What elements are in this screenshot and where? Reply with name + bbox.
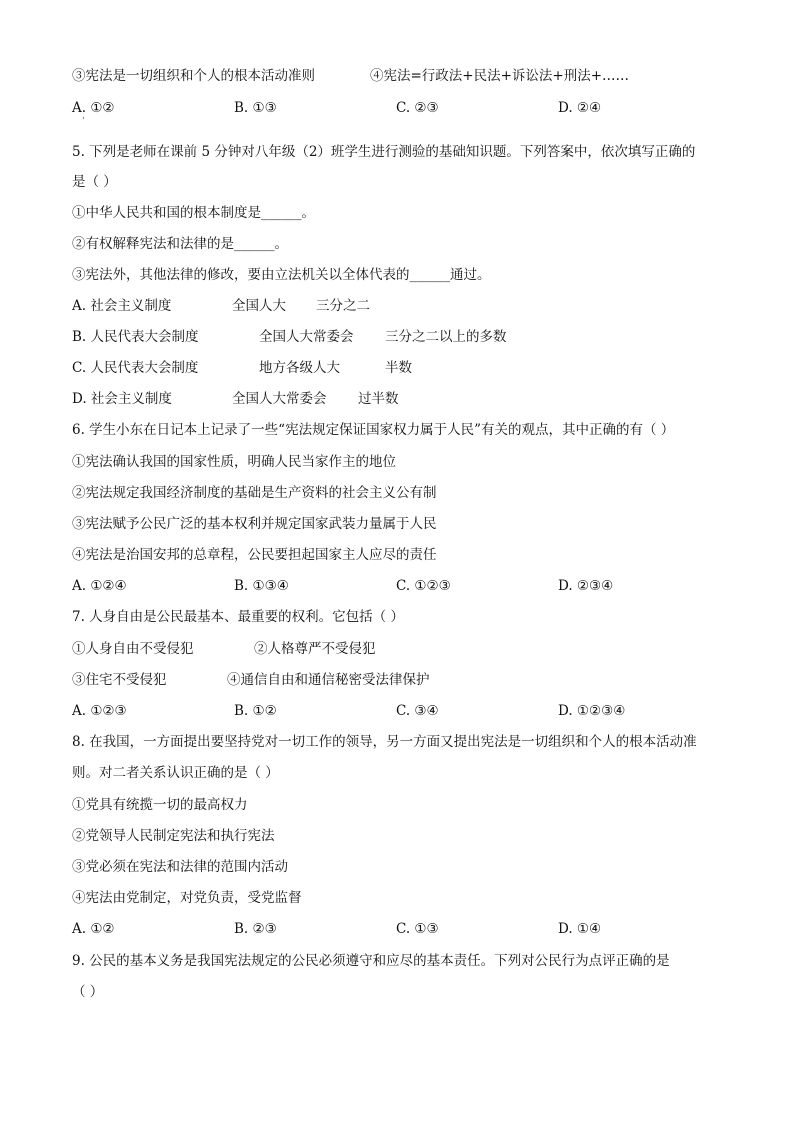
q5-option-b-part2: 全国人大常委会 — [259, 329, 354, 345]
stray-mark: · — [82, 114, 85, 124]
q6-item-2: ②宪法规定我国经济制度的基础是生产资料的社会主义公有制 — [72, 485, 437, 501]
q4-item-3-4-line — [72, 66, 630, 86]
q5-item-2: ②有权解释宪法和法律的是______。 — [72, 236, 288, 252]
q8-option-c[interactable]: C. ①③ — [396, 921, 439, 937]
q4-item-4: ④宪法=行政法+民法+诉讼法+刑法+…… — [370, 68, 630, 84]
q6-item-4: ④宪法是治国安邦的总章程，公民要担起国家主人应尽的责任 — [72, 547, 437, 563]
q5-item-3: ③宪法外，其他法律的修改，要由立法机关以全体代表的______通过。 — [72, 267, 491, 283]
q6-option-d[interactable]: D. ②③④ — [558, 578, 614, 594]
q6-option-c[interactable]: C. ①②③ — [396, 578, 451, 594]
q7-items-line2 — [72, 670, 430, 690]
q7-option-d[interactable]: D. ①②③④ — [558, 703, 626, 719]
q5-option-c-part2: 地方各级人大 — [259, 360, 340, 376]
q5-option-b-part1: B. 人民代表大会制度 — [72, 329, 199, 345]
q7-item-4: ④通信自由和通信秘密受法律保护 — [227, 672, 430, 688]
q5-option-a-part3: 三分之二 — [316, 298, 370, 314]
q8-stem-line1: 8. 在我国，一方面提出要坚持党对一切工作的领导，另一方面又提出宪法是一切组织和个人的根本活动准 — [72, 734, 697, 750]
q5-item-1: ①中华人民共和国的根本制度是______。 — [72, 205, 315, 221]
q6-stem: 6. 学生小东在日记本上记录了一些“宪法规定保证国家权力属于人民”有关的观点，其中正确的有（ ） — [72, 422, 675, 438]
q6-item-1: ①宪法确认我国的国家性质，明确人民当家作主的地位 — [72, 454, 396, 470]
q4-item-3: ③宪法是一切组织和个人的根本活动准则 — [72, 68, 315, 84]
q7-items-line1 — [72, 639, 376, 659]
q8-stem-line2: 则。对二者关系认识正确的是（ ） — [72, 765, 279, 781]
q6-option-a[interactable]: A. ①②④ — [72, 578, 127, 594]
q5-option-a-part1: A. 社会主义制度 — [72, 298, 172, 314]
q8-option-a[interactable]: A. ①② — [72, 921, 115, 937]
q5-option-a-part2: 全国人大 — [232, 298, 286, 314]
q5-option-d-part1: D. 社会主义制度 — [72, 391, 172, 407]
q6-item-3: ③宪法赋予公民广泛的基本权利并规定国家武装力量属于人民 — [72, 516, 437, 532]
q7-stem: 7. 人身自由是公民最基本、最重要的权利。它包括（ ） — [72, 609, 404, 625]
q5-option-d-part2: 全国人大常委会 — [232, 391, 327, 407]
q8-option-d[interactable]: D. ①④ — [558, 921, 602, 937]
q9-stem-line2: （ ） — [72, 984, 104, 1000]
q8-option-b[interactable]: B. ②③ — [234, 921, 277, 937]
q5-stem-line1: 5. 下列是老师在课前 5 分钟对八年级（2）班学生进行测验的基础知识题。下列答案中，依次填写正确的 — [72, 144, 696, 160]
q9-stem-line1: 9. 公民的基本义务是我国宪法规定的公民必须遵守和应尽的基本责任。下列对公民行为点评正确的是 — [72, 953, 670, 969]
q6-option-b[interactable]: B. ①③④ — [234, 578, 289, 594]
q4-option-c[interactable]: C. ②③ — [396, 100, 439, 116]
q5-option-b-part3: 三分之二以上的多数 — [385, 329, 507, 345]
q8-item-4: ④宪法由党制定，对党负责，受党监督 — [72, 890, 302, 906]
q8-item-3: ③党必须在宪法和法律的范围内活动 — [72, 859, 288, 875]
q7-item-2: ②人格尊严不受侵犯 — [254, 641, 376, 657]
q8-item-2: ②党领导人民制定宪法和执行宪法 — [72, 828, 275, 844]
q4-option-d[interactable]: D. ②④ — [558, 100, 602, 116]
q7-item-3: ③住宅不受侵犯 — [72, 672, 167, 688]
q7-option-c[interactable]: C. ③④ — [396, 703, 439, 719]
q8-item-1: ①党具有统揽一切的最高权力 — [72, 797, 248, 813]
q5-option-d-part3: 过半数 — [358, 391, 399, 407]
q5-option-c-part1: C. 人民代表大会制度 — [72, 360, 199, 376]
q5-option-c-part3: 半数 — [385, 360, 412, 376]
q4-option-b[interactable]: B. ①③ — [234, 100, 277, 116]
q4-option-a[interactable]: A. ①② — [72, 100, 115, 116]
q7-option-a[interactable]: A. ①②③ — [72, 703, 127, 719]
q7-option-b[interactable]: B. ①② — [234, 703, 277, 719]
q7-item-1: ①人身自由不受侵犯 — [72, 641, 194, 657]
q5-stem-line2: 是（ ） — [72, 174, 117, 190]
